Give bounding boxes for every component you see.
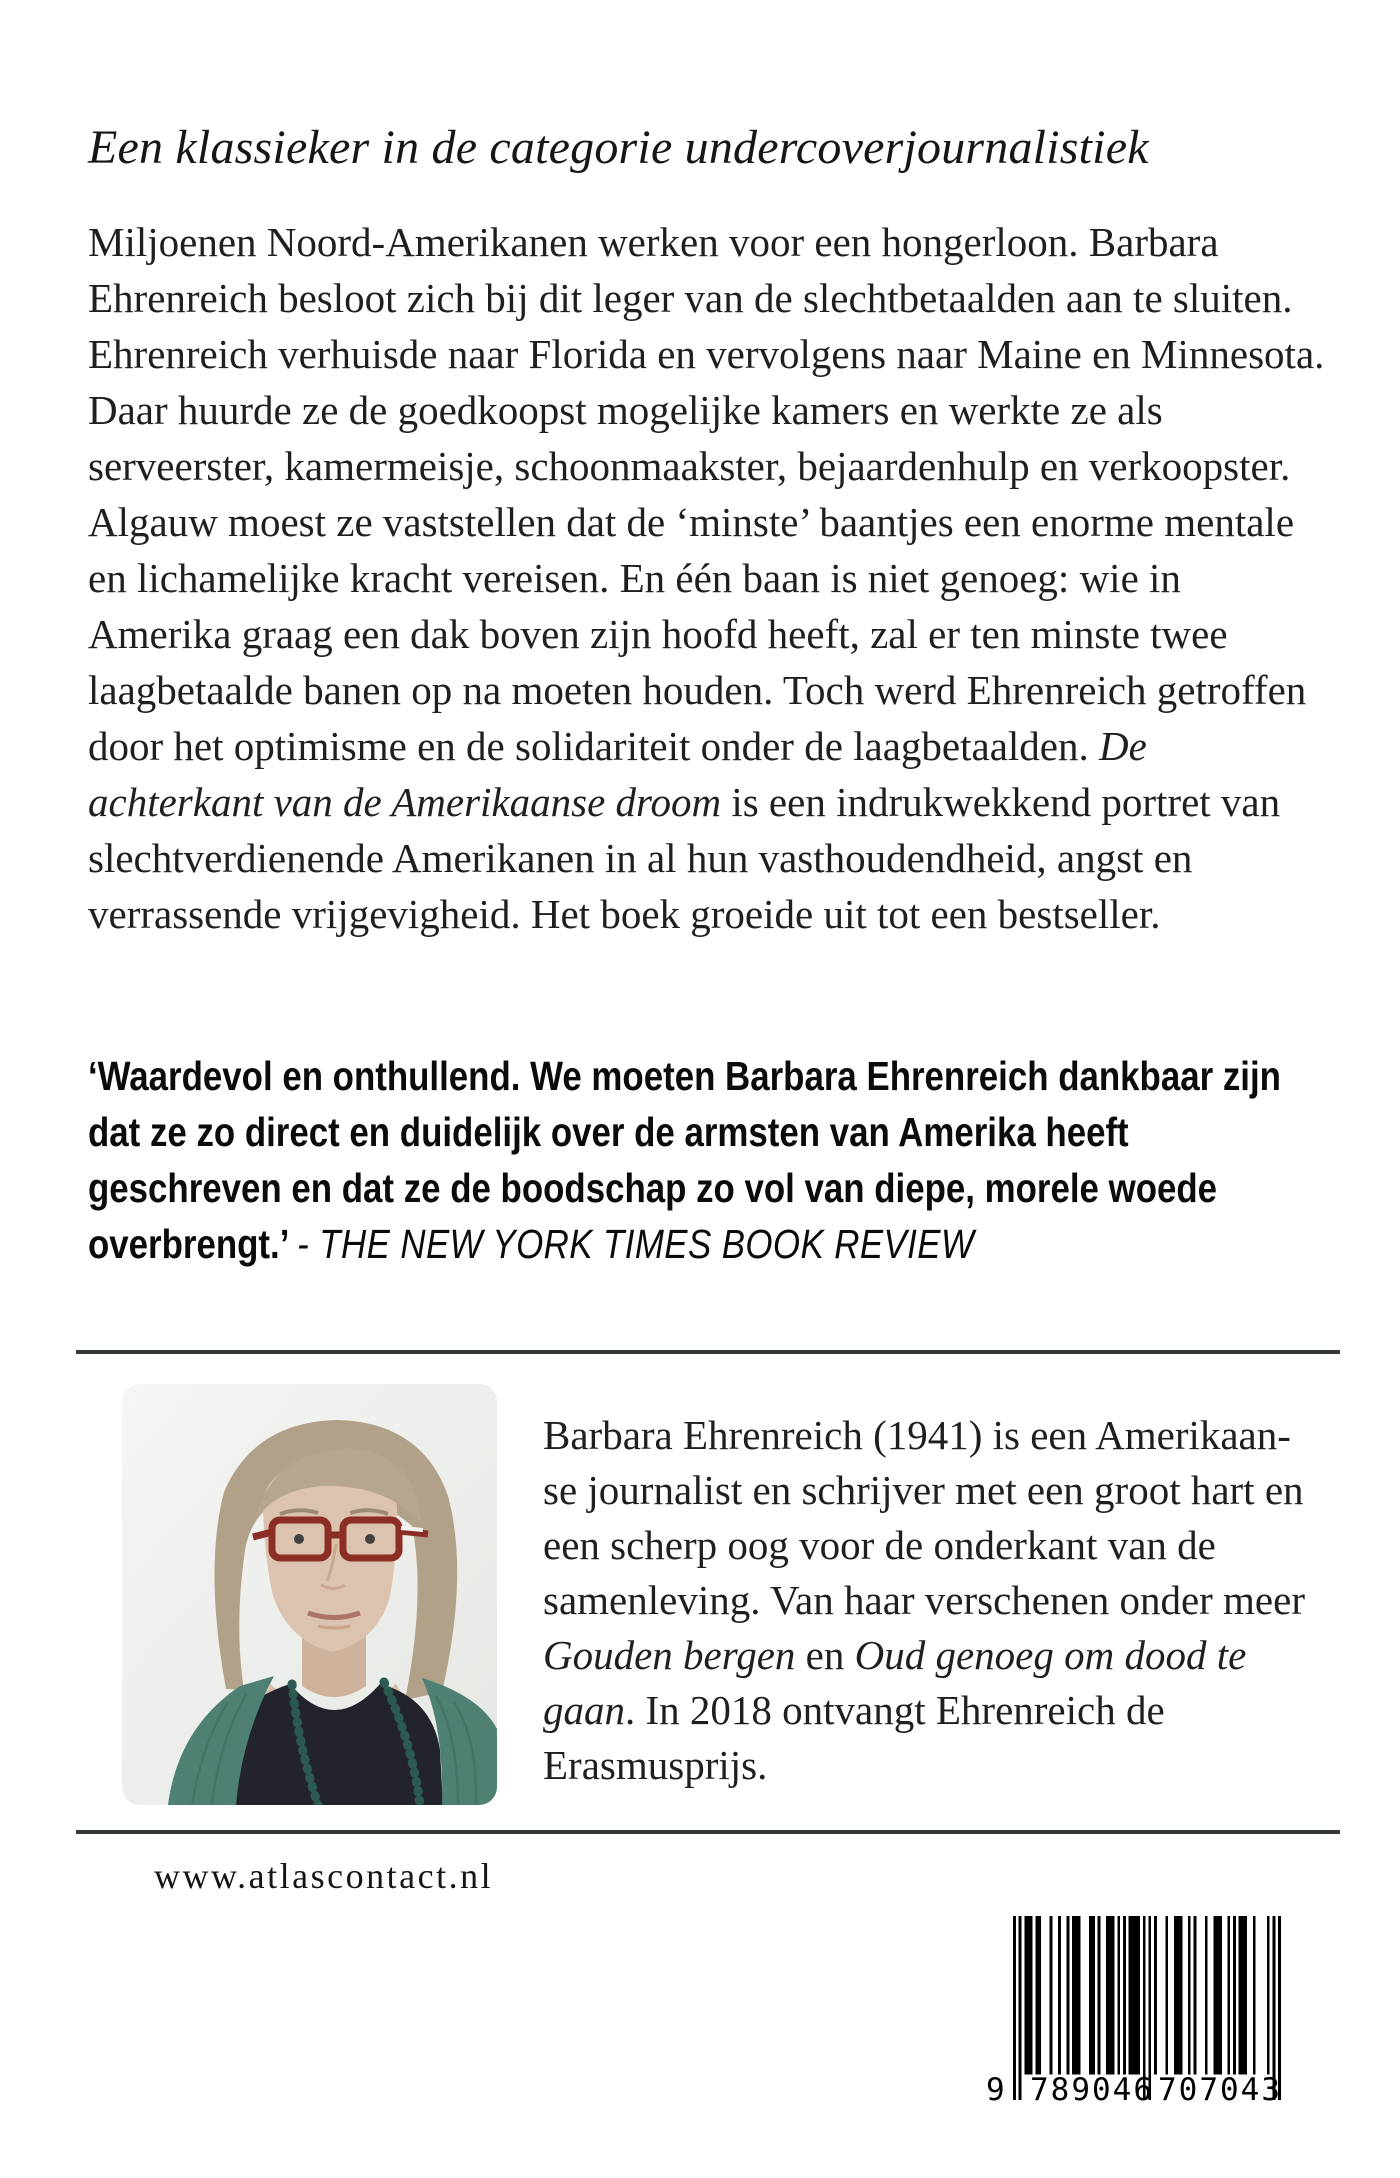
barcode <box>986 1916 1296 2126</box>
blurb-text-after: is een indrukwekkend portret van slechtverdienende Amerikanen in al hun vasthoudendheid, angst en verrassende vrijgevigheid. Het boek groeide uit tot een bestseller. <box>88 779 1281 937</box>
bio-text-1: Barbara Ehrenreich (1941) is een Amerikaanse journalist en schrijver met een groot hart en een scherp oog voor de onderkant van de samenleving. Van haar verschenen onder meer <box>543 1412 1305 1623</box>
barcode-digit-group: 789046 <box>1030 2072 1154 2108</box>
divider-bottom <box>76 1830 1340 1834</box>
blurb-paragraph <box>88 214 1328 942</box>
quote-text: ‘Waardevol en onthullend. We moeten Barbara Ehrenreich dankbaar zijn dat ze zo direct en duidelijk over de armsten van Amerika heeft geschreven en dat ze de boodschap zo vol van diepe, morele woede overbrengt.’ <box>88 1053 1281 1267</box>
divider-top <box>76 1350 1340 1354</box>
book-title-inline: De achterkant van de Amerikaanse droom <box>88 723 1147 825</box>
eye-right <box>365 1534 375 1544</box>
author-portrait-illustration <box>122 1384 497 1805</box>
barcode-digit-group: 707043 <box>1158 2072 1282 2108</box>
bio-book-title-1: Gouden bergen <box>543 1632 796 1678</box>
quote-attribution: - THE NEW YORK TIMES BOOK REVIEW <box>297 1221 975 1267</box>
barcode-digit-group: 9 <box>986 2072 1007 2108</box>
author-bio <box>543 1408 1305 1793</box>
author-photo <box>122 1384 497 1805</box>
eye-left <box>294 1534 304 1544</box>
bio-book-title-2: Oud genoeg om dood te gaan <box>543 1632 1247 1733</box>
bio-text-2: en <box>795 1632 855 1678</box>
publisher-url: www.atlascontact.nl <box>154 1856 494 1896</box>
glasses-glint <box>401 1528 423 1530</box>
bio-text-3: . In 2018 ontvangt Ehrenreich de Erasmusprijs. <box>543 1687 1165 1788</box>
blurb-text-before: Miljoenen Noord-Amerikanen werken voor een hongerloon. Barbara Ehrenreich besloot zich bij dit leger van de slechtbetaalden aan te sluiten. Ehrenreich verhuisde naar Florida en vervolgens naar Maine en Minnesota. Daar huurde ze de goedkoopst mogelijke kamers en werkte ze als serveerster, kamermeisje, schoonmaakster, bejaardenhulp en verkoopster. Algauw moest ze vaststellen dat de ‘minste’ baantjes een enorme mentale en lichamelijke kracht vereisen. En één baan is niet genoeg: wie in Amerika graag een dak boven zijn hoofd heeft, zal er ten minste twee laagbetaalde banen op na moeten houden. Toch werd Ehrenreich getroffen door het optimisme en de solidariteit onder de laagbetaalden. <box>88 219 1325 769</box>
tagline: Een klassieker in de categorie undercoverjournalistiek <box>88 121 1149 174</box>
review-quote <box>88 1048 1317 1272</box>
